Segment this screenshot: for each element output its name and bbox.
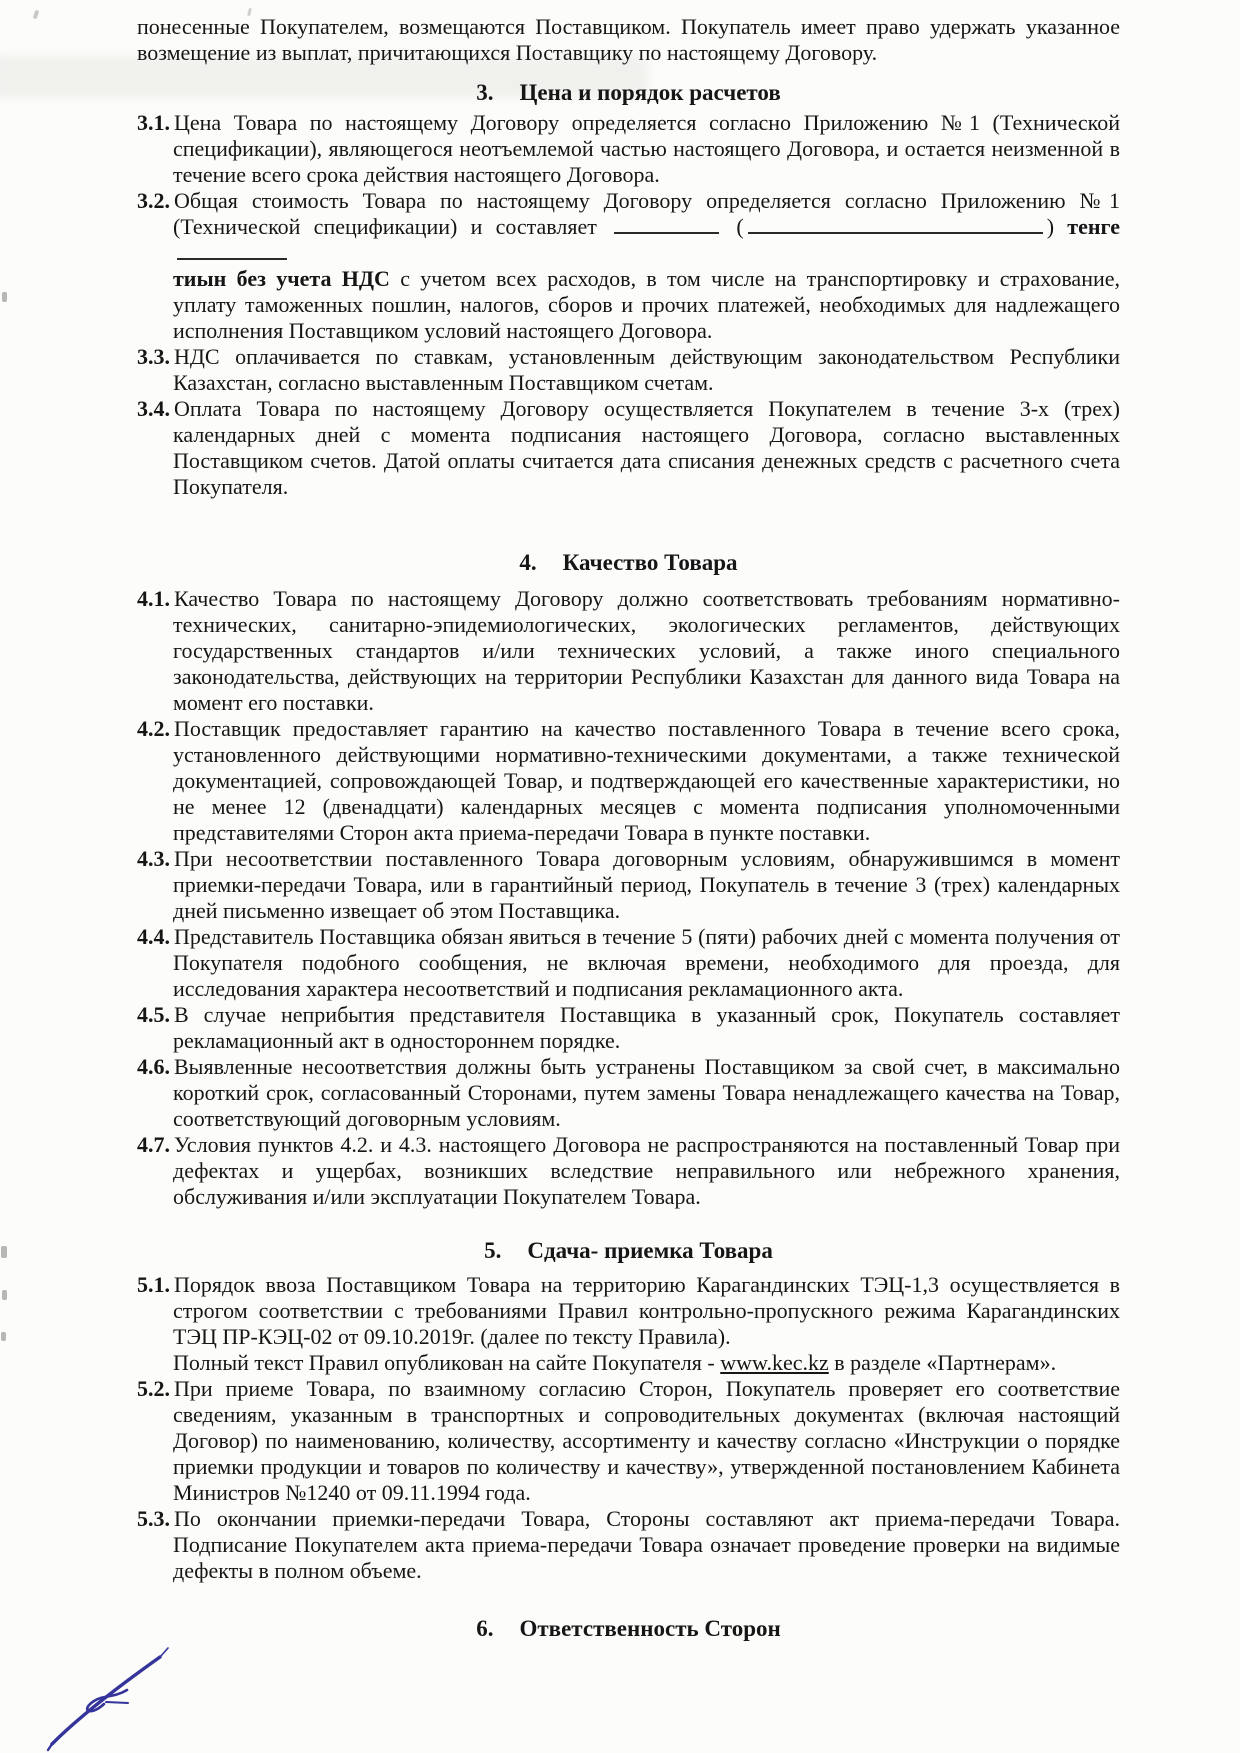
paren-open: ( [736, 214, 744, 239]
clause-4-7 [137, 1132, 1120, 1210]
clause-number: 4.4. [137, 924, 170, 949]
clause-text: Поставщик предоставляет гарантию на качество поставленного Товара в течение всего срока, установленного действующими нормативно-техническими документами, а также технической документацией, сопровождающей Товар, и подтверждающей его качественные характеристики, но не менее 12 (двенадцати) календарных месяцев с момента подписания уполномоченными представителями Сторон акта приема-передачи Товара в пункте поставки. [173, 716, 1120, 845]
clause-text: Условия пунктов 4.2. и 4.3. настоящего Договора не распространяются на поставленный Товар при дефектах и ущербах, возникших вследствие неправильного или небрежного хранения, обслуживания и/или эксплуатации Покупателем Товара. [173, 1132, 1120, 1209]
clause-5-1 [137, 1272, 1120, 1376]
clause-text: Качество Товара по настоящему Договору должно соответствовать требованиям нормативно-технических, санитарно-эпидемиологических, экологических регламентов, действующих государственных стандартов и/или технических условий, а также иного специального законодательства, действующих на территории Республики Казахстан для данного вида Товара на момент его поставки. [173, 586, 1120, 715]
clause-text: Цена Товара по настоящему Договору определяется согласно Приложению №1 (Технической спецификации), являющегося неотъемлемой частью настоящего Договора, и остается неизменной в течение всего срока действия настоящего Договора. [173, 110, 1120, 187]
clause-number: 4.5. [137, 1002, 170, 1027]
fill-in-blank-amount-words [748, 230, 1043, 234]
clause-text: в разделе «Партнерам». [834, 1350, 1057, 1375]
clause-text: Общая стоимость Товара по настоящему Договору определяется согласно Приложению №1 (Технической спецификации) и составляет [173, 188, 1120, 239]
clause-number: 4.6. [137, 1054, 170, 1079]
clause-text: При приеме Товара, по взаимному согласию Сторон, Покупатель проверяет его соответствие сведениям, указанным в транспортных и сопроводительных документах (включая настоящий Договор) по наименованию, количеству, ассортименту и качеству согласно «Инструкции о порядке приемки продукции и товаров по количеству и качеству», утвержденной постановлением Кабинета Министров №1240 от 09.11.1994 года. [173, 1376, 1120, 1505]
section-heading-4 [137, 550, 1120, 576]
section-number: 3. [476, 80, 494, 105]
scan-speck [33, 10, 40, 20]
signature-ink-stroke [38, 1640, 198, 1753]
scan-speck [1, 1332, 6, 1341]
clause-4-4 [137, 924, 1120, 1002]
clause-text: По окончании приемки-передачи Товара, Стороны составляют акт приема-передачи Товара. Подписание Покупателем акта приема-передачи Товара означает проведение проверки на видимые дефекты в полном объеме. [173, 1506, 1120, 1583]
section-heading-6 [137, 1616, 1120, 1642]
clause-number: 5.1. [137, 1272, 170, 1297]
clause-4-5 [137, 1002, 1120, 1054]
clause-text: Выявленные несоответствия должны быть устранены Поставщиком за свой счет, в максимально короткий срок, согласованный Сторонами, путем замены Товара ненадлежащего качества на Товар, соответствующий договорным условиям. [173, 1054, 1120, 1131]
clause-text: Оплата Товара по настоящему Договору осуществляется Покупателем в течение 3-х (трех) календарных дней с момента подписания настоящего Договора, согласно выставленных Поставщиком счетов. Датой оплаты считается дата списания денежных средств с расчетного счета Покупателя. [173, 396, 1120, 499]
clause-3-3 [137, 344, 1120, 396]
scan-speck [2, 1290, 7, 1300]
clause-text: Порядок ввоза Поставщиком Товара на территорию Карагандинских ТЭЦ-1,3 осуществляется в строгом соответствии с требованиями Правил контрольно-пропускного режима Карагандинских ТЭЦ ПР-КЭЦ-02 от 09.10.2019г. (далее по тексту Правила). [173, 1272, 1120, 1349]
section-heading-3 [137, 80, 1120, 106]
section-number: 4. [519, 550, 537, 575]
clause-5-3 [137, 1506, 1120, 1584]
fill-in-blank-amount [614, 230, 719, 234]
section-title: Цена и порядок расчетов [519, 80, 781, 105]
bold-phrase: тиын без учета НДС [173, 266, 390, 291]
clause-number: 5.2. [137, 1376, 170, 1401]
clause-number: 3.3. [137, 344, 170, 369]
clause-number: 4.7. [137, 1132, 170, 1157]
continuation-paragraph: понесенные Покупателем, возмещаются Поставщиком. Покупатель имеет право удержать указанное возмещение из выплат, причитающихся Поставщику по настоящему Договору. [137, 14, 1120, 65]
website-link[interactable]: www.kec.kz [720, 1350, 829, 1375]
section-title: Ответственность Сторон [519, 1616, 781, 1641]
clause-number: 3.1. [137, 110, 170, 135]
section-title: Сдача- приемка Товара [527, 1238, 773, 1263]
section-title: Качество Товара [562, 550, 738, 575]
section-heading-5 [137, 1238, 1120, 1264]
clause-4-6 [137, 1054, 1120, 1132]
clause-3-4 [137, 396, 1120, 500]
clause-4-3 [137, 846, 1120, 924]
clause-number: 5.3. [137, 1506, 170, 1531]
clause-number: 3.4. [137, 396, 170, 421]
clause-number: 4.1. [137, 586, 170, 611]
clause-number: 4.3. [137, 846, 170, 871]
clause-text: с учетом всех расходов, в том числе на транспортировку и страхование, уплату таможенных пошлин, налогов, сборов и прочих платежей, необходимых для надлежащего исполнения Поставщиком условий настоящего Договора. [173, 266, 1120, 343]
clause-text: НДС оплачивается по ставкам, установленным действующим законодательством Республики Казахстан, согласно выставленным Поставщиком счетам. [173, 344, 1120, 395]
clause-3-1 [137, 110, 1120, 188]
clause-5-2 [137, 1376, 1120, 1506]
currency-word: тенге [1067, 214, 1121, 239]
section-number: 5. [484, 1238, 502, 1263]
clause-3-2 [137, 188, 1120, 344]
paren-close: ) [1046, 214, 1055, 239]
clause-number: 3.2. [137, 188, 170, 213]
fill-in-blank-tiyn [177, 256, 287, 260]
clause-4-2 [137, 716, 1120, 846]
clause-text: Представитель Поставщика обязан явиться в течение 5 (пяти) рабочих дней с момента получения от Покупателя подобного сообщения, не включая времени, необходимого для проезда, для исследования характера несоответствий и подписания рекламационного акта. [173, 924, 1120, 1001]
scan-speck [1, 1246, 7, 1258]
document-body [137, 14, 1120, 1650]
clause-4-1 [137, 586, 1120, 716]
clause-text: В случае неприбытия представителя Поставщика в указанный срок, Покупатель составляет рекламационный акт в одностороннем порядке. [173, 1002, 1120, 1053]
scan-speck [2, 292, 7, 302]
clause-text: При несоответствии поставленного Товара договорным условиям, обнаружившимся в момент приемки-передачи Товара, или в гарантийный период, Покупатель в течение 3 (трех) календарных дней письменно извещает об этом Поставщика. [173, 846, 1120, 923]
clause-text: Полный текст Правил опубликован на сайте Покупателя - [173, 1350, 715, 1375]
clause-number: 4.2. [137, 716, 170, 741]
section-number: 6. [476, 1616, 494, 1641]
